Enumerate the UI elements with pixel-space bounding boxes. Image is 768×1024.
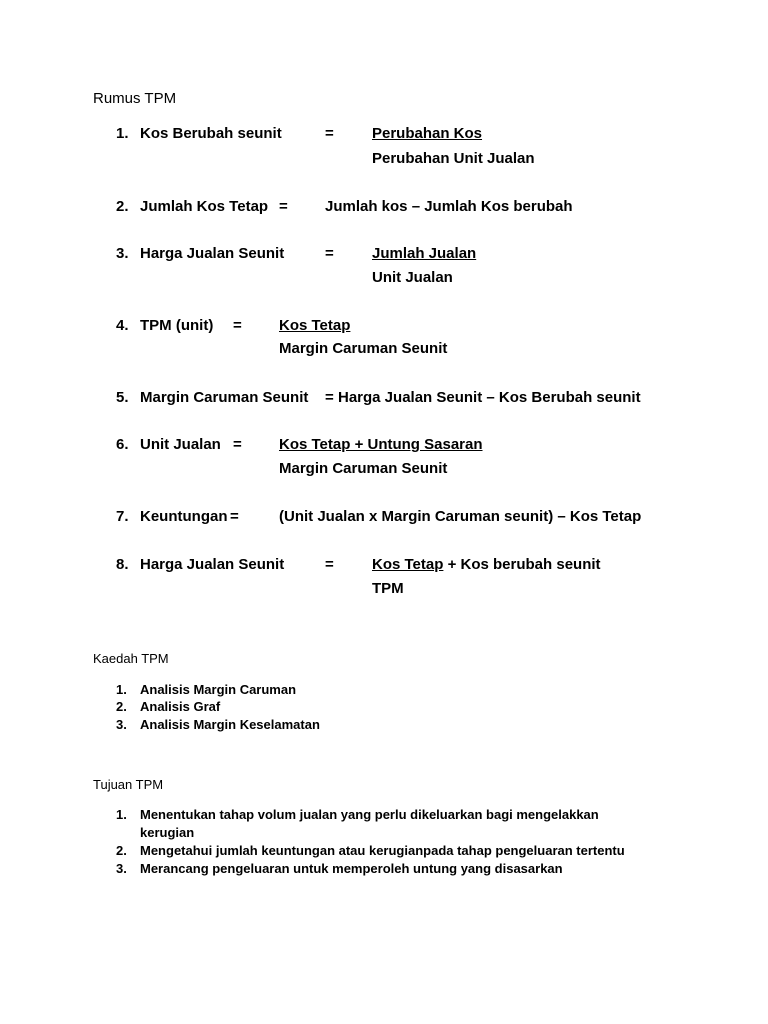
formula-label: Harga Jualan Seunit bbox=[140, 245, 285, 262]
list-item: Mengetahui jumlah keuntungan atau kerugianpada tahap pengeluaran tertentu bbox=[140, 843, 625, 858]
list-item-number: 1. bbox=[116, 682, 127, 697]
formula-numerator: Kos Tetap bbox=[279, 317, 351, 334]
equals-sign: = bbox=[325, 389, 334, 406]
formula-numerator: Kos Tetap bbox=[372, 556, 444, 573]
list-item-number: 3. bbox=[116, 717, 127, 732]
tujuan-heading: Tujuan TPM bbox=[93, 777, 164, 792]
equals-sign: = bbox=[279, 198, 288, 215]
formula-label: TPM (unit) bbox=[140, 317, 214, 334]
formula-denominator: TPM bbox=[372, 580, 404, 597]
formula-denominator: Perubahan Unit Jualan bbox=[372, 150, 535, 167]
equals-sign: = bbox=[233, 317, 242, 334]
formula-numerator: Kos Tetap + Untung Sasaran bbox=[279, 436, 483, 453]
formula-numerator-tail: + Kos berubah seunit bbox=[443, 556, 601, 573]
list-item-number: 3. bbox=[116, 861, 127, 876]
formula-denominator: Margin Caruman Seunit bbox=[279, 340, 448, 357]
formula-number: 2. bbox=[116, 198, 129, 215]
formula-number: 6. bbox=[116, 436, 129, 453]
formula-label: Margin Caruman Seunit bbox=[140, 389, 309, 406]
list-item: Analisis Margin Keselamatan bbox=[140, 717, 320, 732]
formula-number: 7. bbox=[116, 508, 129, 525]
formula-number: 8. bbox=[116, 556, 129, 573]
formula-rhs: Harga Jualan Seunit – Kos Berubah seunit bbox=[338, 389, 641, 406]
formula-number: 1. bbox=[116, 125, 129, 142]
formula-numerator: Perubahan Kos bbox=[372, 125, 483, 142]
formula-denominator: Margin Caruman Seunit bbox=[279, 460, 448, 477]
formula-numerator-line bbox=[372, 556, 601, 573]
list-item-number: 2. bbox=[116, 699, 127, 714]
list-item-number: 2. bbox=[116, 843, 127, 858]
formula-denominator: Unit Jualan bbox=[372, 269, 453, 286]
equals-sign: = bbox=[230, 508, 239, 525]
page-title: Rumus TPM bbox=[93, 90, 177, 107]
formula-number: 5. bbox=[116, 389, 129, 406]
list-item: Analisis Graf bbox=[140, 699, 221, 714]
formula-label: Jumlah Kos Tetap bbox=[140, 198, 269, 215]
formula-numerator: Jumlah Jualan bbox=[372, 245, 477, 262]
formula-label: Keuntungan bbox=[140, 508, 228, 525]
equals-sign: = bbox=[233, 436, 242, 453]
kaedah-heading: Kaedah TPM bbox=[93, 651, 169, 666]
list-item: Merancang pengeluaran untuk memperoleh untung yang disasarkan bbox=[140, 861, 563, 876]
equals-sign: = bbox=[325, 125, 334, 142]
formula-rhs: Jumlah kos – Jumlah Kos berubah bbox=[325, 198, 573, 215]
equals-sign: = bbox=[325, 245, 334, 262]
equals-sign: = bbox=[325, 556, 334, 573]
formula-label: Unit Jualan bbox=[140, 436, 221, 453]
list-item: Analisis Margin Caruman bbox=[140, 682, 297, 697]
formula-number: 3. bbox=[116, 245, 129, 262]
list-item: Menentukan tahap volum jualan yang perlu dikeluarkan bagi mengelakkan bbox=[140, 807, 599, 822]
formula-label: Kos Berubah seunit bbox=[140, 125, 282, 142]
list-item-continuation: kerugian bbox=[140, 825, 195, 840]
formula-rhs: (Unit Jualan x Margin Caruman seunit) – Kos Tetap bbox=[279, 508, 642, 525]
formula-label: Harga Jualan Seunit bbox=[140, 556, 285, 573]
list-item-number: 1. bbox=[116, 807, 127, 822]
formula-number: 4. bbox=[116, 317, 129, 334]
